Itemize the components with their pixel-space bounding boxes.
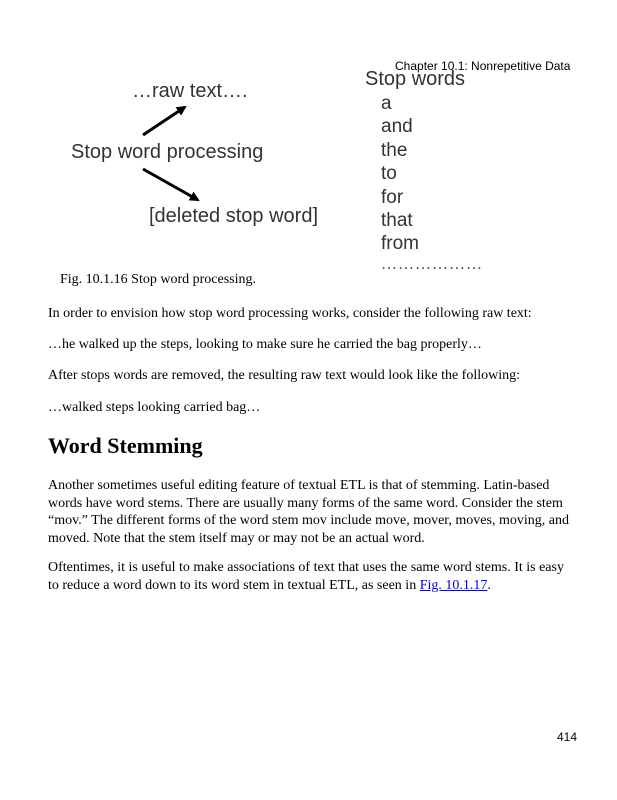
body-paragraph: After stops words are removed, the resulting raw text would look like the following: xyxy=(48,368,521,383)
body-paragraph: …he walked up the steps, looking to make sure he carried the bag properly… xyxy=(48,337,482,352)
stopword-item: from xyxy=(381,233,419,255)
section-heading: Word Stemming xyxy=(48,433,203,458)
stopword-item: a xyxy=(381,93,392,114)
stopword-item: to xyxy=(381,163,397,185)
figure-stopwords-list xyxy=(381,92,419,256)
figure-processing-label: Stop word processing xyxy=(71,141,264,163)
arrow-down-icon xyxy=(143,169,198,200)
figure-ellipsis: ……………… xyxy=(381,256,483,273)
stopword-item: the xyxy=(381,139,408,161)
paragraph-text: Oftentimes, it is useful to make associations of text that uses the same word stems. It is easy to reduce a word down to its word stem in textual ETL, as seen in xyxy=(48,560,564,593)
body-paragraph: In order to envision how stop word processing works, consider the following raw text: xyxy=(48,306,532,321)
chapter-header: Chapter 10.1: Nonrepetitive Data xyxy=(395,59,571,73)
stopword-item: for xyxy=(381,186,404,208)
body-paragraph: Another sometimes useful editing feature of textual ETL is that of stemming. Latin-based words have word stems. There are usually many forms of the same word. Consider the stem “mov.” The different forms of the word stem mov include move, mover, moves, moving, and moved. Note that the stem itself may or may not be an actual word. xyxy=(48,478,569,546)
stopword-item: that xyxy=(381,210,413,232)
figure-raw-text-label: …raw text…. xyxy=(132,80,248,102)
paragraph-text: . xyxy=(487,577,491,593)
page-number: 414 xyxy=(557,730,578,744)
body-paragraph xyxy=(48,559,578,594)
figure-caption: Fig. 10.1.16 Stop word processing. xyxy=(60,272,256,287)
figure-stopwords-title: Stop words xyxy=(365,68,466,90)
body-paragraph: …walked steps looking carried bag… xyxy=(48,400,261,415)
arrow-up-icon xyxy=(143,107,185,135)
stopword-item: and xyxy=(381,116,413,138)
figure-deleted-label: [deleted stop word] xyxy=(149,205,318,227)
figure-link[interactable]: Fig. 10.1.17 xyxy=(419,577,488,593)
